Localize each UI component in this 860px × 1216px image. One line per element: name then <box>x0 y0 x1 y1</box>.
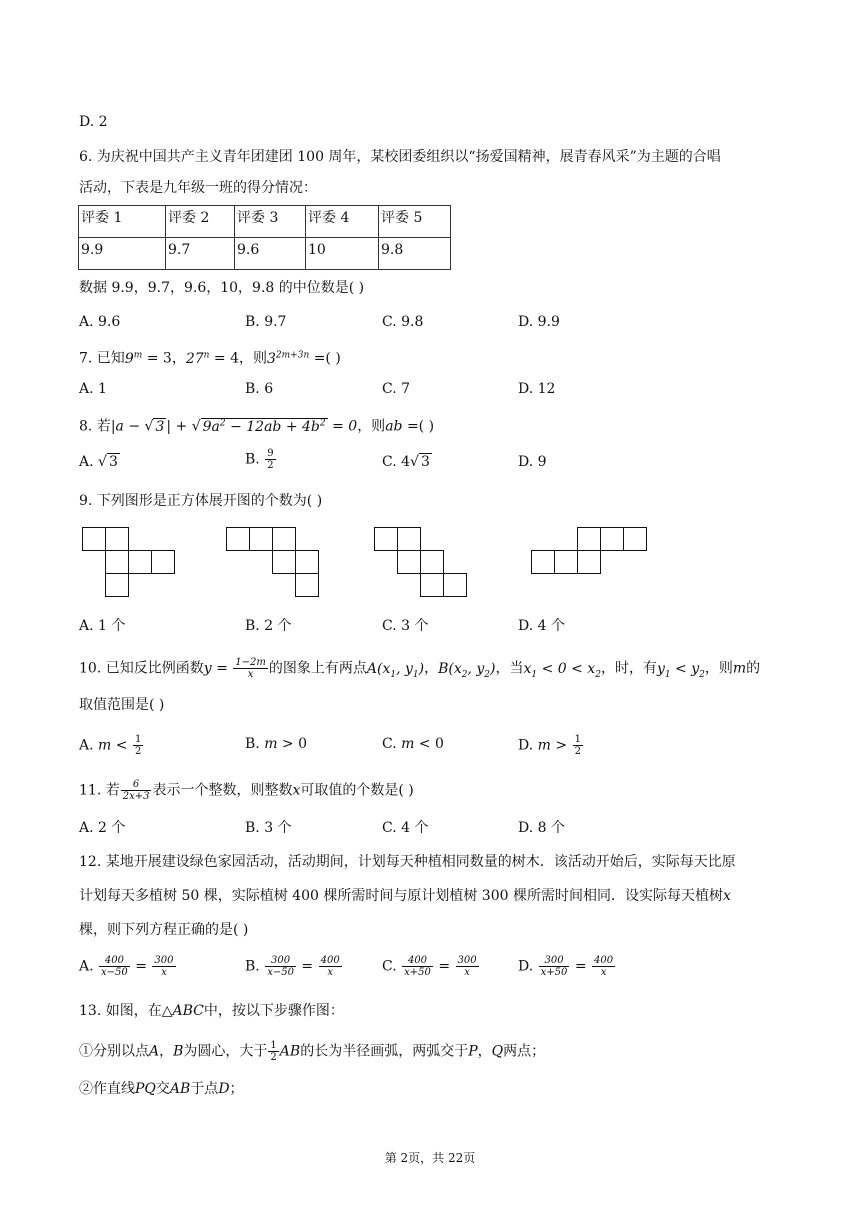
q8-stem: 8. 若|a − √ 3 | + √ $9a^2 - 12ab + 4b^2 = 0$，则ab =( ) <box>79 418 435 435</box>
score-table-header-row <box>79 206 451 238</box>
q12-stem-line2-text: 计划每天多植树 50 棵，实际植树 400 棵所需时间与原计划植树 300 棵所需时间相同．设实际每天植树 <box>79 888 723 904</box>
q6-option-a: A. 9.6 <box>79 314 121 330</box>
cube-net-square <box>105 550 129 574</box>
q10-stem-line2: 取值范围是( ) <box>79 697 165 713</box>
q11-option-d: D. 8 个 <box>518 820 565 836</box>
q10-option-d: D. m > $\frac{1}{2}$ <box>518 734 581 757</box>
q12-option-d: D. $\frac{300}{x+50}$ = $\frac{400}{x}$ <box>518 955 614 978</box>
q9-option-c: C. 3 个 <box>382 618 429 634</box>
table-value-cell: 9.7 <box>166 238 235 270</box>
q12-option-a: A. $\frac{400}{x-50}$ = $\frac{300}{x}$ <box>79 955 174 978</box>
q6-option-b: B. 9.7 <box>245 314 287 330</box>
q6-option-d: D. 9.9 <box>518 314 560 330</box>
q10-stem-prefix: 10. 已知反比例函数 <box>79 660 204 677</box>
q11-stem-prefix: 11. 若 <box>79 782 120 799</box>
q7-option-c: C. 7 <box>382 381 411 397</box>
cube-net-square <box>272 527 296 551</box>
table-header-cell: 评委 5 <box>379 206 451 238</box>
cube-net-square <box>128 550 152 574</box>
q7-stem: 7. 已知$9^m = 3$，$27^n = 4$，则$3^{2m+3n}$ =( ) <box>79 350 341 367</box>
cube-net-square <box>374 527 398 551</box>
table-header-cell: 评委 2 <box>166 206 235 238</box>
cube-net-square <box>82 527 106 551</box>
q12-option-b: B. $\frac{300}{x-50}$ = $\frac{400}{x}$ <box>245 955 340 978</box>
table-header-cell: 评委 1 <box>79 206 166 238</box>
cube-net-square <box>272 550 296 574</box>
cube-net-square <box>420 573 444 597</box>
q13-step1-prefix: ①分别以点 <box>79 1043 149 1060</box>
q13-stem: 13. 如图，在△ABC中，按以下步骤作图： <box>79 1003 344 1019</box>
q7-option-a: A. 1 <box>79 381 107 397</box>
q8-option-d: D. 9 <box>518 454 547 470</box>
cube-net-square <box>151 550 175 574</box>
q7-option-b: B. 6 <box>245 381 274 397</box>
q6-option-c: C. 9.8 <box>382 314 424 330</box>
cube-net-square <box>397 550 421 574</box>
cube-net-square <box>295 573 319 597</box>
q8-option-c: C. 4√ 3 <box>382 454 430 470</box>
cube-net-square <box>577 550 601 574</box>
q9-option-d: D. 4 个 <box>518 618 565 634</box>
q11-option-c: C. 4 个 <box>382 820 429 836</box>
q11-stem: 11. 若 $\frac{6}{2x+3}$ 表示一个整数，则整数x可取值的个数是( ) <box>79 779 414 802</box>
q12-stem-line2: 计划每天多植树 50 棵，实际植树 400 棵所需时间与原计划植树 300 棵所需时间相同．设实际每天植树x <box>79 888 731 904</box>
q6-stem-line2: 活动，下表是九年级一班的得分情况： <box>79 180 317 196</box>
q7-option-d: D. 12 <box>518 381 556 397</box>
q12-stem-line3: 棵，则下列方程正确的是( ) <box>79 922 249 938</box>
q13-stem-prefix: 13. 如图，在△ <box>79 1003 173 1019</box>
cube-net-square <box>226 527 250 551</box>
cube-net-square <box>531 550 555 574</box>
q13-step1: ①分别以点A，B为圆心，大于 $\frac{1}{2}$ AB的长为半径画弧，两弧交于P，Q两点； <box>79 1040 546 1063</box>
cube-net-square <box>105 527 129 551</box>
q11-option-a: A. 2 个 <box>79 820 126 836</box>
cube-net-square <box>249 527 273 551</box>
table-header-cell: 评委 3 <box>235 206 306 238</box>
q13-step2-prefix: ②作直线 <box>79 1081 135 1097</box>
table-header-cell: 评委 4 <box>306 206 379 238</box>
cube-net-square <box>443 573 467 597</box>
q12-stem-line1: 12. 某地开展建设绿色家园活动，活动期间，计划每天种植相同数量的树木．该活动开始后，实际每天比原 <box>79 854 736 870</box>
score-table-value-row <box>79 238 451 270</box>
q10-stem-line1: 10. 已知反比例函数y = $\frac{1-2m}{x}$ 的图象上有两点$A(x_1$, $y_1$)，$B(x_2$, $y_2$)，当$x_1 < 0 < x_2$，时，有$y_1 < y_2$，则m的 <box>79 657 761 680</box>
q5-option-d: D. 2 <box>79 114 108 130</box>
table-value-cell: 9.6 <box>235 238 306 270</box>
q9-option-a: A. 1 个 <box>79 618 126 634</box>
q11-option-b: B. 3 个 <box>245 820 292 836</box>
q8-stem-prefix: 8. 若 <box>79 418 111 435</box>
cube-net-square <box>295 550 319 574</box>
cube-net-square <box>554 550 578 574</box>
cube-net-square <box>397 527 421 551</box>
table-value-cell: 10 <box>306 238 379 270</box>
q10-option-a: A. m < $\frac{1}{2}$ <box>79 734 142 757</box>
page-footer: 第 2页，共 22页 <box>384 1151 476 1165</box>
score-table <box>78 205 451 270</box>
q9-option-b: B. 2 个 <box>245 618 292 634</box>
table-value-cell: 9.9 <box>79 238 166 270</box>
q10-option-c: C. m < 0 <box>382 736 444 752</box>
cube-net-square <box>600 527 624 551</box>
cube-net-square <box>105 573 129 597</box>
q9-stem: 9. 下列图形是正方体展开图的个数为( ) <box>79 493 323 509</box>
q6-question: 数据 9.9，9.7，9.6，10，9.8 的中位数是( ) <box>79 280 365 296</box>
q12-option-c: C. $\frac{400}{x+50}$ = $\frac{300}{x}$ <box>382 955 477 978</box>
cube-net-square <box>623 527 647 551</box>
q8-option-b: B. $\frac{9}{2}$ <box>245 448 274 471</box>
table-value-cell: 9.8 <box>379 238 451 270</box>
cube-net-square <box>420 550 444 574</box>
cube-net-square <box>577 527 601 551</box>
q7-stem-prefix: 7. 已知 <box>79 350 125 367</box>
q8-option-a: A. √ 3 <box>79 454 118 470</box>
q10-option-b: B. m > 0 <box>245 736 308 752</box>
q13-step2: ②作直线PQ交AB于点D； <box>79 1081 244 1097</box>
q6-stem-line1: 6. 为庆祝中国共产主义青年团建团 100 周年，某校团委组织以“扬爱国精神，展青春风采”为主题的合唱 <box>79 149 721 165</box>
